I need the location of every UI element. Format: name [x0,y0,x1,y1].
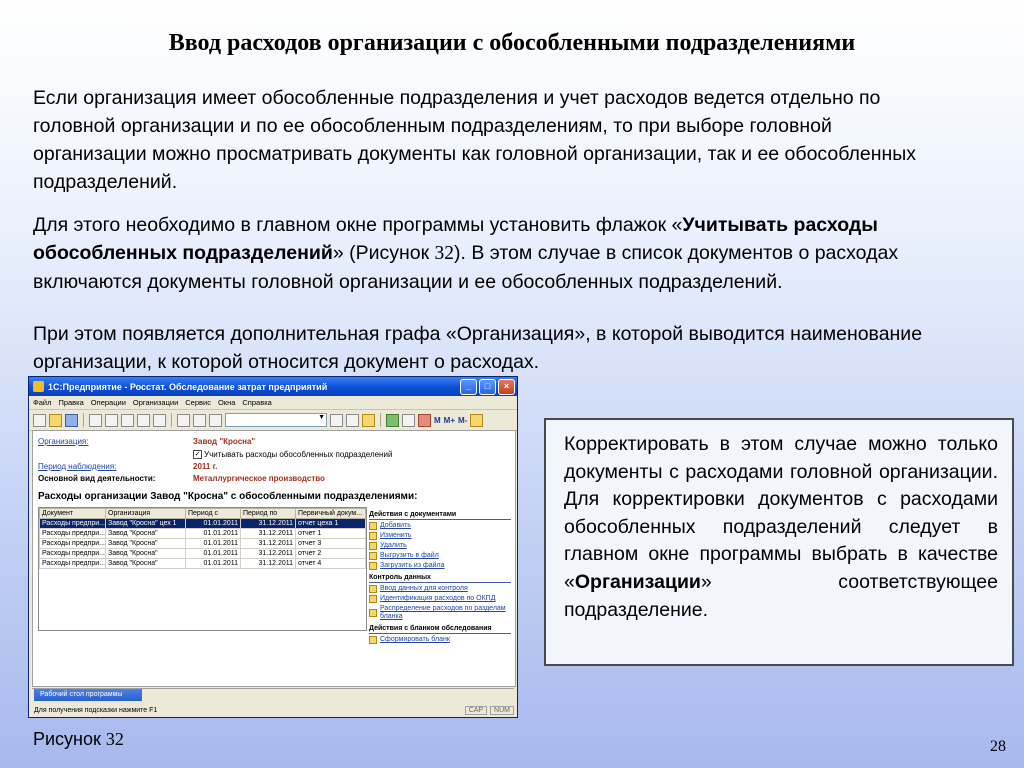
instruction-paragraph [33,211,933,296]
activity-label: Основной вид деятельности: [38,474,156,483]
toolbar-separator [83,413,84,427]
org-value: Завод "Кросна" [193,437,256,446]
export-icon [369,552,377,560]
link-label: Удалить [380,542,407,549]
caption-number: 32 [105,729,124,749]
distribute-icon [369,609,377,617]
period-label-link[interactable]: Период наблюдения: [38,462,117,471]
cut-icon[interactable] [89,414,102,427]
table-cell: 31.12.2011 [241,529,296,539]
app-window [28,376,518,718]
instruction-text-mid: » (Рисунок [332,242,435,264]
period-value: 2011 г. [193,462,218,471]
activity-row [38,474,325,483]
link-label: Ввод данных для контроля [380,585,468,592]
table-icon[interactable] [386,414,399,427]
link-label: Идентификация расходов по ОКПД [380,595,496,602]
window-title: 1С:Предприятие - Росстат. Обследование затрат предприятий [48,381,328,392]
minimize-icon[interactable]: _ [460,379,477,395]
redo-icon[interactable] [193,414,206,427]
help-icon[interactable] [470,414,483,427]
window-titlebar[interactable] [29,377,517,396]
table-cell: отчет 2 [296,549,366,559]
search-icon[interactable] [330,414,343,427]
menu-operations[interactable]: Операции [90,398,126,407]
generate-icon [369,636,377,644]
open-folder-icon[interactable] [49,414,62,427]
search-next-icon[interactable] [346,414,359,427]
memory-minus-button[interactable]: М- [458,415,468,425]
copy-icon[interactable] [105,414,118,427]
column-header[interactable]: Документ [40,509,106,519]
table-cell: 01.01.2011 [186,539,241,549]
preview-icon[interactable] [153,414,166,427]
calculator-icon[interactable] [402,414,415,427]
menu-windows[interactable]: Окна [217,398,236,407]
table-cell: 31.12.2011 [241,549,296,559]
menu-help[interactable]: Справка [242,398,272,407]
undo-icon[interactable] [177,414,190,427]
menu-service[interactable]: Сервис [185,398,211,407]
table-cell: Завод "Кросна" [106,529,186,539]
column-header[interactable]: Период по [241,509,296,519]
checkbox-row[interactable] [193,450,392,459]
print-icon[interactable] [137,414,150,427]
org-label-link[interactable]: Организация: [38,437,89,446]
link-label: Выгрузить в файл [380,552,439,559]
control-data-link[interactable] [369,585,511,593]
section-title: Расходы организации Завод "Кросна" с обособленными подразделениями: [38,491,418,502]
table-cell: отчет цеха 1 [296,519,366,529]
table-cell: Завод "Кросна" [106,539,186,549]
checkbox-checked-icon[interactable]: ✓ [194,451,201,459]
org-row [38,437,256,446]
link-label: Распределение расходов по разделам бланка [380,605,506,620]
memory-button[interactable]: М [434,415,441,425]
table-cell: Расходы предпри... [40,549,106,559]
table-cell: Расходы предпри... [40,539,106,549]
link-label: Добавить [380,522,411,529]
table-header-row [40,509,366,519]
table-cell: 31.12.2011 [241,559,296,569]
table-cell: 31.12.2011 [241,519,296,529]
toolbar [29,410,517,431]
table-cell: 01.01.2011 [186,549,241,559]
slide-title: Ввод расходов организации с обособленными подразделениями [168,30,856,56]
column-header[interactable]: Период с [186,509,241,519]
caps-indicator: CAP [465,706,487,715]
table-cell: 01.01.2011 [186,529,241,539]
table-row[interactable] [40,539,366,549]
generate-form-link[interactable] [369,636,511,644]
note-text-start: Корректировать в этом случае можно только документы с расходами головной организации. Для корректировки документов с расходами обособленных подразделений следует в главном окне программы выбрать в качестве « [564,433,998,593]
add-document-link[interactable] [369,522,511,530]
intro-paragraph: Если организация имеет обособленные подразделения и учет расходов ведется отдельно по головной организации и по ее обособленным подразделениям, то при выборе головной организации можно просматривать документы как головной организации, так и ее обособленных подразделений. [33,87,917,193]
new-document-icon[interactable] [33,414,46,427]
table-cell: 01.01.2011 [186,559,241,569]
checkbox-label: Учитывать расходы обособленных подразделений [204,450,393,459]
export-file-link[interactable] [369,552,511,560]
toolbar-separator [171,413,172,427]
table-cell: 01.01.2011 [186,519,241,529]
menu-bar [29,396,517,410]
note-text-end: » соответствующее подразделение. [564,570,998,621]
search-combo[interactable] [225,413,327,427]
period-row [38,462,218,471]
delete-document-link[interactable] [369,542,511,550]
add-icon [369,522,377,530]
delete-icon [369,542,377,550]
table-row[interactable] [40,529,366,539]
table-cell: Завод "Кросна" цех 1 [106,519,186,529]
import-file-link[interactable] [369,562,511,570]
column-header[interactable]: Первичный докум... [296,509,366,519]
save-icon[interactable] [65,414,78,427]
table-row[interactable] [40,559,366,569]
note-text [564,431,998,624]
status-text: Для получения подсказки нажмите F1 [34,706,158,714]
control-title: Контроль данных [369,574,511,583]
table-cell: Расходы предпри... [40,559,106,569]
import-icon [369,562,377,570]
menu-file[interactable]: Файл [33,398,52,407]
column-paragraph: При этом появляется дополнительная графа «Организация», в которой выводится наименование организации, к которой относится документ о расходах. [33,323,923,373]
chevron-down-icon: ▼ [318,414,325,421]
menu-organizations[interactable]: Организации [132,398,179,407]
table-row[interactable] [40,519,366,529]
link-label: Сформировать бланк [380,636,450,643]
figure-reference-number: 32 [434,243,455,264]
memory-plus-button[interactable]: М+ [443,415,456,425]
menu-edit[interactable]: Правка [58,398,84,407]
num-indicator: NUM [490,706,514,715]
note-emphasis: Организации [574,570,701,593]
table-cell: 31.12.2011 [241,539,296,549]
toolbar-separator [380,413,381,427]
app-logo-icon [33,381,44,392]
activity-value: Металлургическое производство [193,474,325,483]
data-entry-icon [369,585,377,593]
distribution-link[interactable] [369,605,511,621]
table-cell: Расходы предпри... [40,519,106,529]
report-icon[interactable] [362,414,375,427]
instruction-text-end: ). В этом случае в список документов о расходах включаются документы головной организации и ее обособленных подразделений. [33,242,899,293]
close-icon[interactable]: × [498,379,515,395]
checkbox-name-emphasis: Учитывать расходы обособленных подразделений [33,214,878,264]
window-taskbar [32,688,514,701]
caption-label: Рисунок [33,729,106,749]
main-form [32,430,516,687]
edit-icon [369,532,377,540]
calendar-icon[interactable] [418,414,431,427]
table-row[interactable] [40,549,366,559]
instruction-text-start: Для этого необходимо в главном окне программы установить флажок « [33,214,683,236]
note-box [544,418,1014,666]
identify-icon [369,595,377,603]
find-icon[interactable] [209,414,222,427]
link-label: Изменить [380,532,412,539]
page-number: 28 [990,738,1006,755]
table-cell: отчет 3 [296,539,366,549]
table-cell: отчет 1 [296,529,366,539]
table-cell: Расходы предпри... [40,529,106,539]
table-cell: Завод "Кросна" [106,549,186,559]
paste-icon[interactable] [121,414,134,427]
status-bar [29,703,517,717]
maximize-icon[interactable]: □ [479,379,496,395]
okpd-link[interactable] [369,595,511,603]
link-label: Загрузить из файла [380,562,445,569]
figure-caption [33,729,124,750]
table-cell: Завод "Кросна" [106,559,186,569]
desktop-tab[interactable]: Рабочий стол программы [34,689,142,701]
actions-panel [369,507,511,643]
documents-table [38,507,367,631]
doc-actions-title: Действия с документами [369,511,511,520]
form-actions-title: Действия с бланком обследования [369,625,511,634]
column-header[interactable]: Организация [106,509,186,519]
edit-document-link[interactable] [369,532,511,540]
table-cell: отчет 4 [296,559,366,569]
